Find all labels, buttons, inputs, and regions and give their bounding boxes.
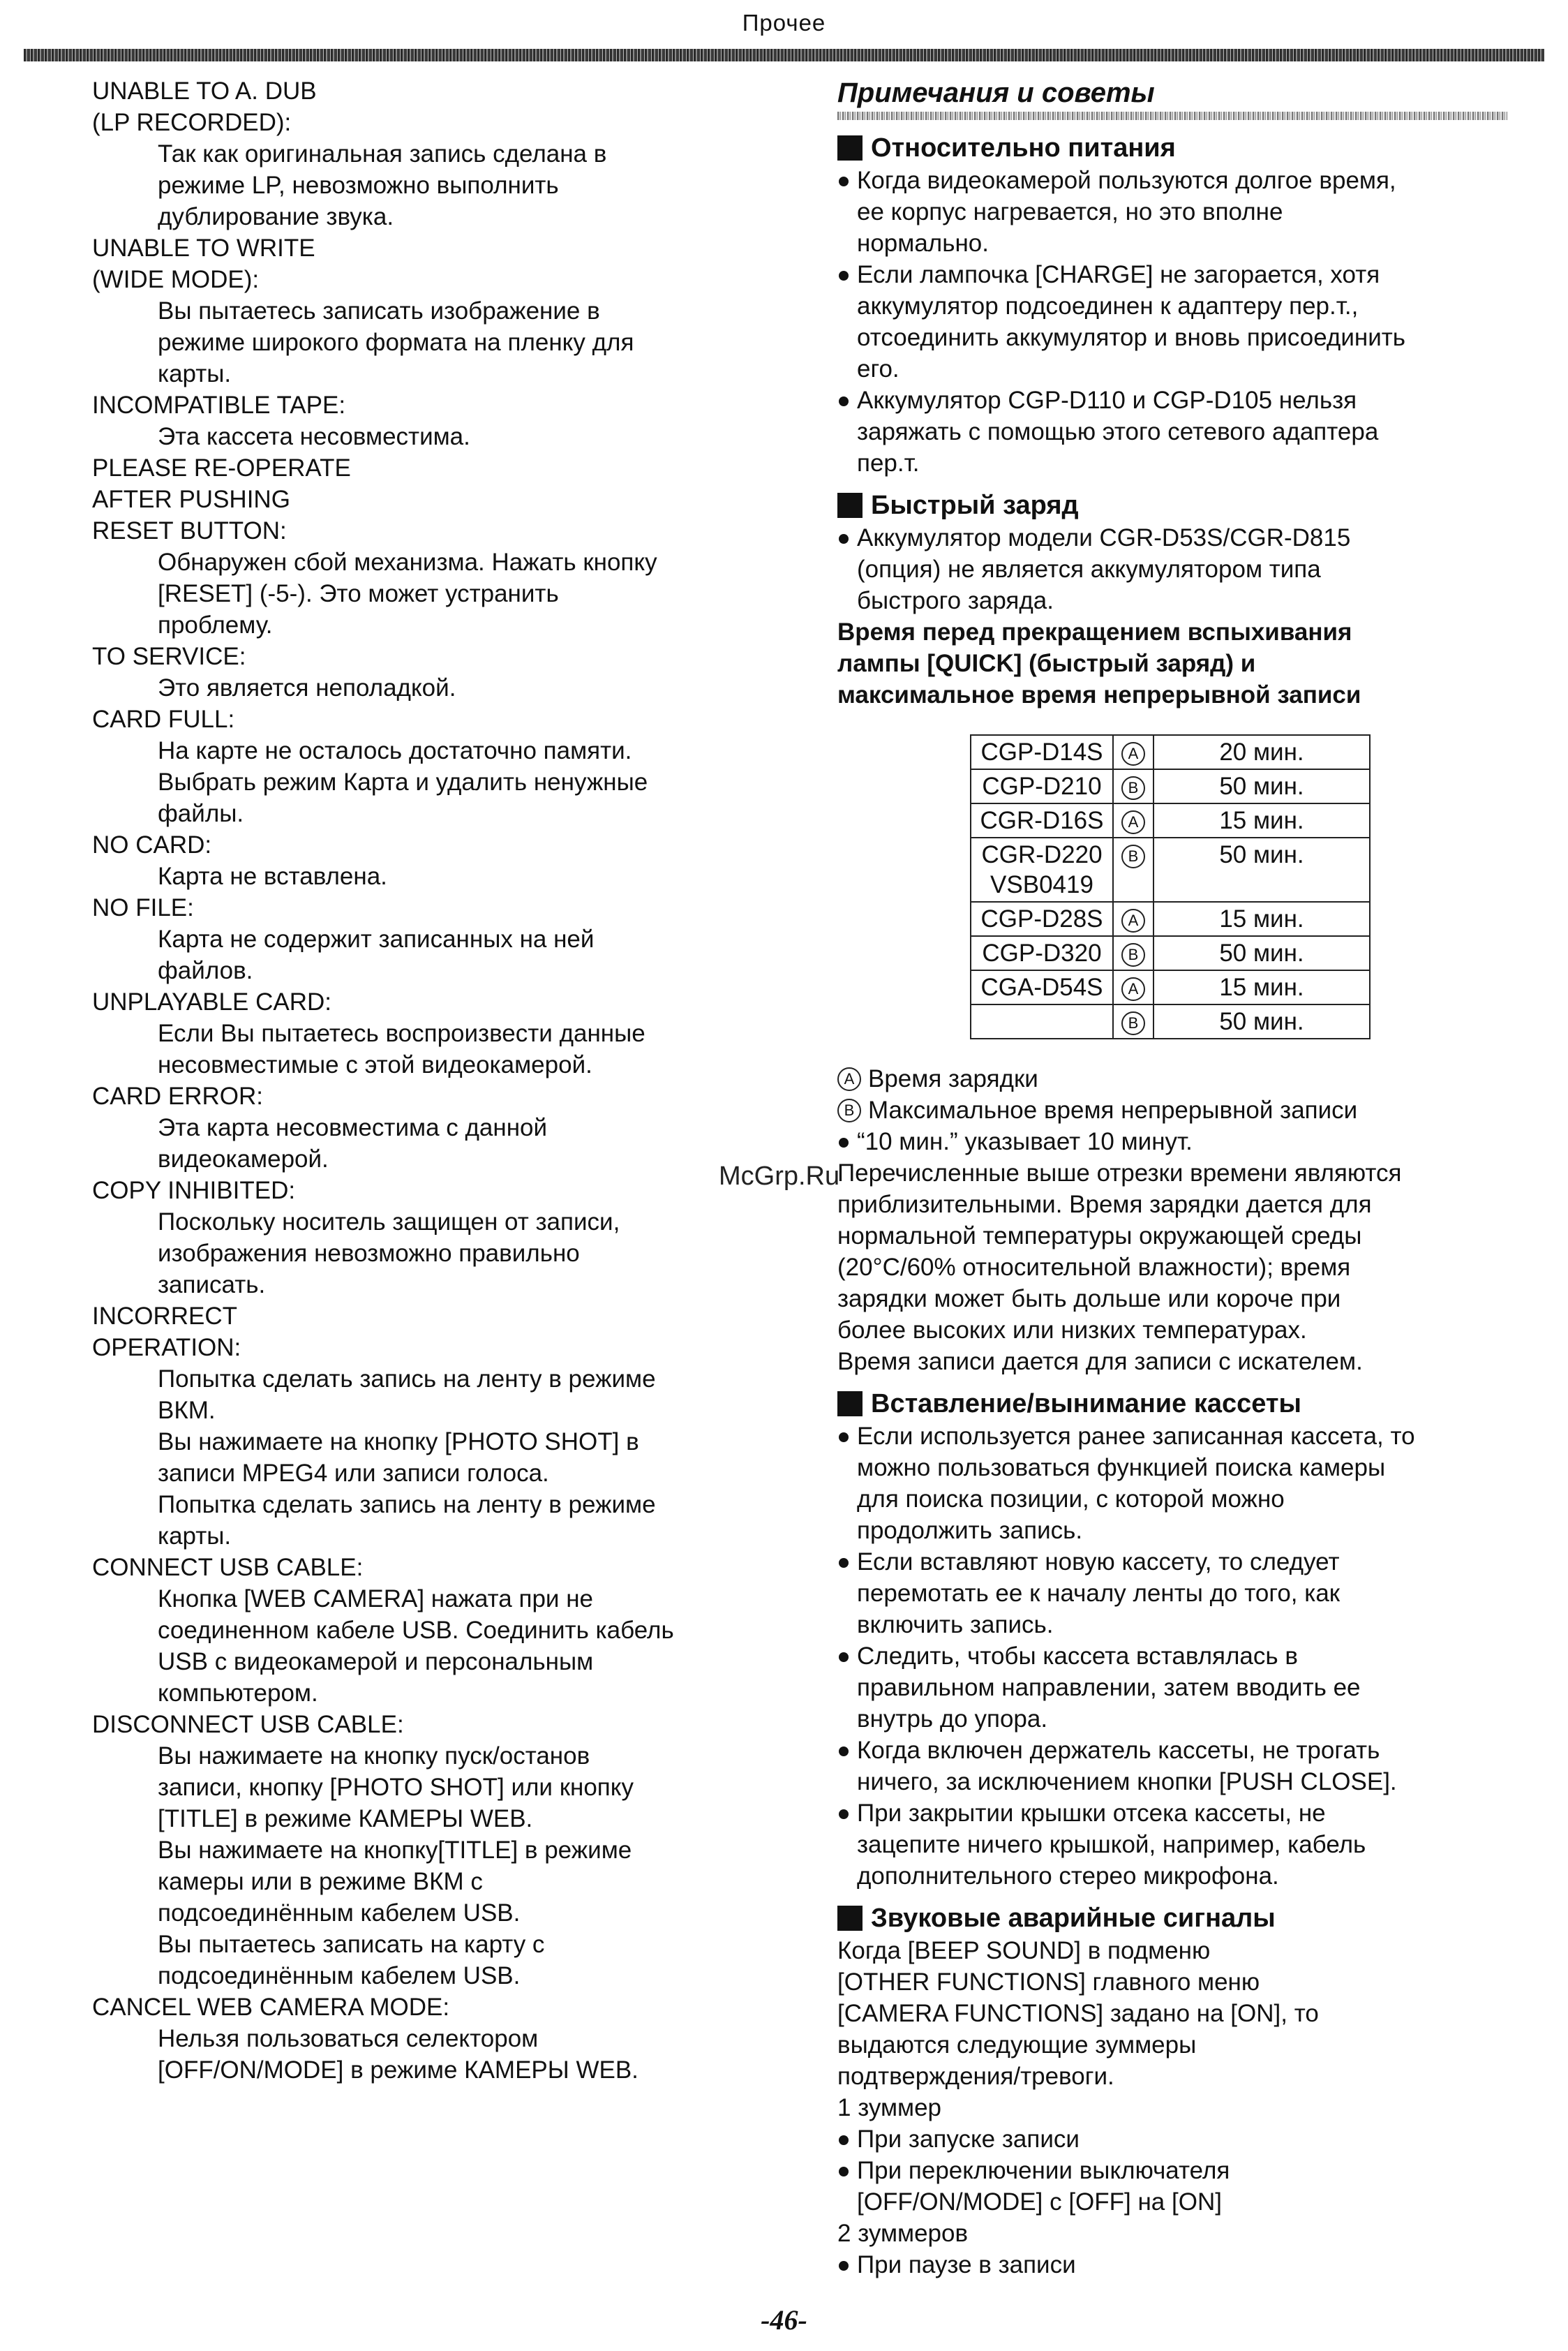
table-row — [971, 769, 1370, 803]
beep-section-title — [837, 1901, 1535, 1935]
bullet-icon — [839, 1809, 849, 1819]
list-item-text: При переключении выключателя [OFF/ON/MODE] с [OFF] на [ON] — [857, 2157, 1230, 2216]
cassette-section-title — [837, 1387, 1535, 1421]
battery-table — [970, 734, 1371, 1039]
mark-cell — [1113, 735, 1153, 769]
message-description: Так как оригинальная запись сделана в режиме LP, невозможно выполнить дублирование звука. — [158, 140, 607, 230]
quick-bold-paragraph: Время перед прекращением вспыхивания лампы [QUICK] (быстрый заряд) и максимальное время непрерывной записи — [837, 618, 1361, 709]
legend-bullets — [837, 1126, 1535, 1157]
time-cell: 50 мин. — [1153, 1004, 1370, 1039]
page-number: -46- — [761, 2304, 807, 2336]
list-item — [837, 2123, 1535, 2155]
message-entry — [92, 641, 790, 704]
message-entry — [92, 452, 790, 641]
error-messages-column — [92, 75, 790, 2086]
bullet-icon — [839, 2167, 849, 2176]
message-description: Вы нажимаете на кнопку пуск/останов записи, кнопку [PHOTO SHOT] или кнопку [TITLE] в режиме КАМЕРЫ WEB. Вы нажимаете на кнопку[TITLE] в режиме камеры или в режиме ВКМ с подсоединённым кабелем USB. Вы пытаетесь записать на карту с подсоединённым кабелем USB. — [158, 1742, 634, 1989]
table-row — [971, 735, 1370, 769]
cassette-bullets — [837, 1421, 1535, 1892]
list-item — [837, 1546, 1535, 1640]
message-description: Попытка сделать запись на ленту в режиме ВКМ. Вы нажимаете на кнопку [PHOTO SHOT] в записи MPEG4 или записи голоса. Попытка сделать запись на ленту в режиме карты. — [158, 1365, 656, 1550]
time-cell: 15 мин. — [1153, 902, 1370, 936]
message-term: CONNECT USB CABLE: — [92, 1554, 364, 1581]
mark-cell — [1113, 970, 1153, 1004]
message-term: UNPLAYABLE CARD: — [92, 988, 331, 1016]
notes-column — [837, 75, 1535, 2280]
message-term: PLEASE RE-OPERATE AFTER PUSHING RESET BUTTON: — [92, 454, 351, 544]
message-description: Это является неполадкой. — [158, 674, 456, 702]
message-entry — [92, 1992, 790, 2086]
beep-one-label: 1 зуммер — [837, 2094, 942, 2121]
header-divider — [24, 49, 1544, 61]
message-term: UNABLE TO WRITE (WIDE MODE): — [92, 235, 315, 293]
message-term: TO SERVICE: — [92, 643, 246, 670]
circled-letter-icon: B — [1121, 776, 1145, 800]
message-entry — [92, 704, 790, 829]
legend-b-text: Максимальное время непрерывной записи — [868, 1097, 1358, 1124]
bullet-icon — [839, 1746, 849, 1756]
message-description: Кнопка [WEB CAMERA] нажата при не соединенном кабеле USB. Соединить кабель USB с видеокамерой и персональным компьютером. — [158, 1585, 674, 1707]
bullet-icon — [839, 1558, 849, 1568]
table-row — [971, 803, 1370, 838]
message-entry — [92, 892, 790, 986]
heading-divider — [837, 112, 1507, 120]
battery-model-cell: CGA-D54S — [971, 970, 1113, 1004]
message-term: CARD ERROR: — [92, 1083, 264, 1110]
beep-one-bullets — [837, 2123, 1535, 2218]
battery-model-cell: CGP-D210 — [971, 769, 1113, 803]
message-entry — [92, 1300, 790, 1552]
bullet-icon — [839, 1138, 849, 1148]
list-item-text: При паузе в записи — [857, 2251, 1076, 2278]
section-square-icon — [837, 493, 863, 518]
bullet-icon — [839, 2135, 849, 2145]
bullet-icon — [839, 1432, 849, 1442]
section-square-icon — [837, 1391, 863, 1416]
legend-paragraph: Перечисленные выше отрезки времени являются приблизительными. Время зарядки дается для нормальной температуры окружающей среды (20°C/60% относительной влажности); время зарядки может быть дольше или короче при более высоких или низких температурах. Время записи дается для записи с искателем. — [837, 1159, 1402, 1375]
list-item-text: Если используется ранее записанная кассета, то можно пользоваться функцией поиска камеры для поиска позиции, с которой можно продолжить запись. — [857, 1423, 1415, 1544]
message-term: CARD FULL: — [92, 706, 235, 733]
message-entry — [92, 232, 790, 390]
table-row — [971, 902, 1370, 936]
table-row — [971, 970, 1370, 1004]
page-header-title: Прочее — [742, 10, 826, 36]
list-item-text: Если лампочка [CHARGE] не загорается, хотя аккумулятор подсоединен к адаптеру пер.т., отсоединить аккумулятор и вновь присоединить его. — [857, 261, 1406, 383]
legend-b — [837, 1095, 1535, 1126]
list-item — [837, 1640, 1535, 1735]
power-section-title — [837, 131, 1535, 165]
list-item-text: Когда видеокамерой пользуются долгое время, ее корпус нагревается, но это вполне нормально. — [857, 167, 1396, 257]
list-item — [837, 385, 1535, 479]
message-entry — [92, 1552, 790, 1709]
legend-a — [837, 1063, 1535, 1095]
circled-letter-icon: A — [1121, 909, 1145, 933]
time-cell: 50 мин. — [1153, 838, 1370, 902]
bullet-icon — [839, 396, 849, 406]
message-description: Карта не вставлена. — [158, 863, 387, 890]
battery-model-cell: CGR-D16S — [971, 803, 1113, 838]
mark-cell — [1113, 803, 1153, 838]
battery-model-cell: CGP-D320 — [971, 936, 1113, 970]
message-term: NO CARD: — [92, 831, 212, 859]
mark-cell — [1113, 936, 1153, 970]
battery-model-cell: CGP-D14S — [971, 735, 1113, 769]
list-item — [837, 1421, 1535, 1546]
message-description: Вы пытаетесь записать изображение в режиме широкого формата на пленку для карты. — [158, 297, 634, 387]
beep-two-label: 2 зуммеров — [837, 2220, 969, 2247]
list-item — [837, 2155, 1535, 2218]
battery-model-cell — [971, 1004, 1113, 1039]
message-term: COPY INHIBITED: — [92, 1177, 296, 1204]
beep-title-text: Звуковые аварийные сигналы — [871, 1904, 1276, 1933]
message-description: Эта карта несовместима с данной видеокамерой. — [158, 1114, 548, 1173]
legend-a-text: Время зарядки — [868, 1065, 1038, 1092]
circled-letter-icon: A — [1121, 977, 1145, 1001]
list-item-text: При запуске записи — [857, 2126, 1080, 2153]
message-entry — [92, 390, 790, 452]
message-term: NO FILE: — [92, 894, 194, 921]
circled-letter-icon: B — [1121, 1011, 1145, 1035]
watermark[interactable]: McGrp.Ru — [719, 1162, 840, 1191]
message-term: INCOMPATIBLE TAPE: — [92, 392, 346, 419]
message-description: Эта кассета несовместима. — [158, 423, 470, 450]
message-description: Обнаружен сбой механизма. Нажать кнопку [RESET] (-5-). Это может устранить проблему. — [158, 549, 657, 639]
list-item-text: При закрытии крышки отсека кассеты, не зацепите ничего крышкой, например, кабель дополнительного стерео микрофона. — [857, 1800, 1366, 1890]
battery-model-cell: CGR-D220 VSB0419 — [971, 838, 1113, 902]
circled-a-icon: A — [837, 1067, 861, 1091]
message-term: CANCEL WEB CAMERA MODE: — [92, 1994, 450, 2021]
bullet-icon — [839, 271, 849, 281]
bullet-icon — [839, 534, 849, 544]
section-square-icon — [837, 135, 863, 161]
message-list — [92, 75, 790, 2086]
list-item — [837, 1797, 1535, 1892]
list-item — [837, 2249, 1535, 2280]
message-entry — [92, 1175, 790, 1300]
list-item-text: Следить, чтобы кассета вставлялась в правильном направлении, затем вводить ее внутрь до упора. — [857, 1642, 1361, 1733]
message-description: На карте не осталось достаточно памяти. Выбрать режим Карта и удалить ненужные файлы. — [158, 737, 648, 827]
circled-letter-icon: B — [1121, 845, 1145, 868]
message-description: Поскольку носитель защищен от записи, изображения невозможно правильно записать. — [158, 1208, 620, 1298]
message-term: DISCONNECT USB CABLE: — [92, 1711, 404, 1738]
circled-b-icon: B — [837, 1099, 861, 1122]
list-item — [837, 165, 1535, 259]
list-item-text: Когда включен держатель кассеты, не трогать ничего, за исключением кнопки [PUSH CLOSE]. — [857, 1737, 1397, 1795]
table-row — [971, 1004, 1370, 1039]
bullet-icon — [839, 1652, 849, 1662]
time-cell: 50 мин. — [1153, 769, 1370, 803]
table-row — [971, 838, 1370, 902]
list-item — [837, 1735, 1535, 1797]
mark-cell — [1113, 769, 1153, 803]
time-cell: 20 мин. — [1153, 735, 1370, 769]
list-item — [837, 259, 1535, 385]
bullet-icon — [839, 2261, 849, 2271]
list-item — [837, 522, 1535, 616]
section-square-icon — [837, 1906, 863, 1931]
message-entry — [92, 829, 790, 892]
quick-bullets — [837, 522, 1535, 616]
list-item: “10 мин.” указывает 10 минут. — [837, 1126, 1535, 1157]
message-description: Карта не содержит записанных на ней файлов. — [158, 926, 595, 984]
power-title-text: Относительно питания — [871, 133, 1176, 163]
beep-two-bullets — [837, 2249, 1535, 2280]
circled-letter-icon: A — [1121, 742, 1145, 766]
list-item-text: Аккумулятор модели CGR-D53S/CGR-D815 (опция) не является аккумулятором типа быстрого заряда. — [857, 524, 1351, 614]
list-item-text: Если вставляют новую кассету, то следует перемотать ее к началу ленты до того, как включить запись. — [857, 1548, 1341, 1638]
power-bullets — [837, 165, 1535, 479]
circled-letter-icon: A — [1121, 810, 1145, 834]
table-row — [971, 936, 1370, 970]
circled-letter-icon: B — [1121, 943, 1145, 967]
cassette-title-text: Вставление/вынимание кассеты — [871, 1389, 1301, 1418]
mark-cell — [1113, 902, 1153, 936]
list-item-text: Аккумулятор CGP-D110 и CGP-D105 нельзя заряжать с помощью этого сетевого адаптера пер.т. — [857, 387, 1379, 477]
message-entry — [92, 986, 790, 1081]
quick-section-title — [837, 489, 1535, 522]
message-term: UNABLE TO A. DUB (LP RECORDED): — [92, 77, 317, 136]
mark-cell — [1113, 1004, 1153, 1039]
message-description: Нельзя пользоваться селектором [OFF/ON/MODE] в режиме КАМЕРЫ WEB. — [158, 2025, 639, 2084]
quick-title-text: Быстрый заряд — [871, 491, 1079, 520]
message-entry — [92, 1081, 790, 1175]
time-cell: 15 мин. — [1153, 970, 1370, 1004]
message-term: INCORRECT OPERATION: — [92, 1303, 241, 1361]
notes-heading: Примечания и советы — [837, 77, 1155, 108]
message-entry — [92, 75, 790, 232]
beep-intro: Когда [BEEP SOUND] в подменю [OTHER FUNCTIONS] главного меню [CAMERA FUNCTIONS] задано на [ON], то выдаются следующие зуммеры подтверждения/тревоги. — [837, 1937, 1319, 2090]
message-entry — [92, 1709, 790, 1992]
bullet-icon — [839, 177, 849, 186]
mark-cell — [1113, 838, 1153, 902]
time-cell: 50 мин. — [1153, 936, 1370, 970]
battery-model-cell: CGP-D28S — [971, 902, 1113, 936]
time-cell: 15 мин. — [1153, 803, 1370, 838]
message-description: Если Вы пытаетесь воспроизвести данные несовместимые с этой видеокамерой. — [158, 1020, 645, 1078]
